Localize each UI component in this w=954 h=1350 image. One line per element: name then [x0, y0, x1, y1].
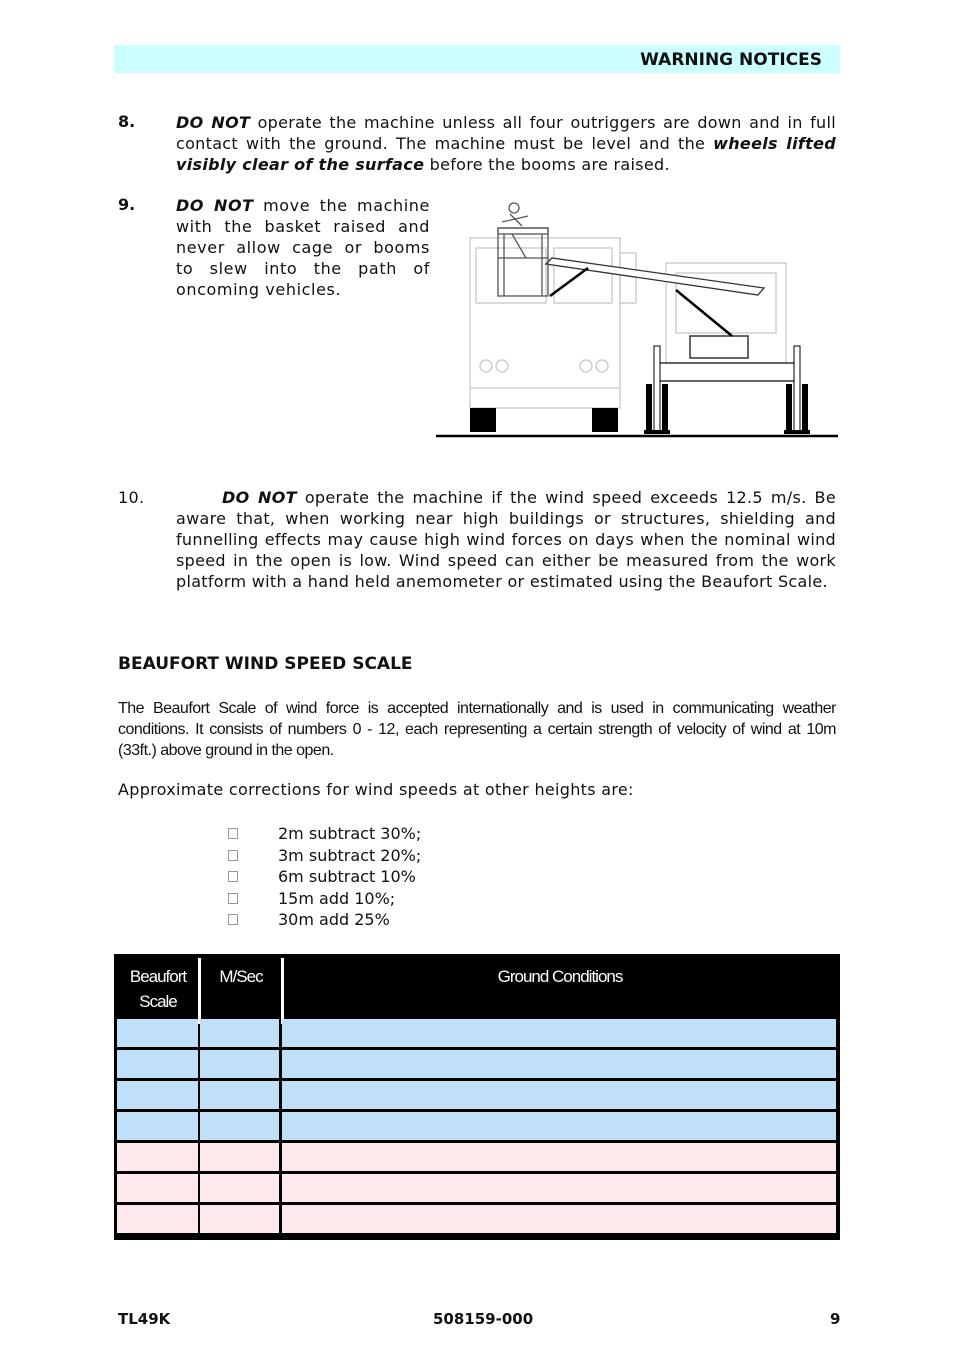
header-bar [114, 45, 840, 73]
table-cell [200, 1019, 279, 1047]
list-item [226, 823, 421, 845]
table-cell [200, 1143, 279, 1171]
notice-8-text [176, 112, 836, 175]
table-cell [282, 1205, 836, 1233]
notice-9-body: move the machine with the basket raised and never allow cage or booms to slew into the path of oncoming vehicles. [176, 196, 430, 299]
boom [546, 258, 764, 336]
header-ground-conditions-label: Ground Conditions [497, 967, 623, 986]
table-cell [282, 1112, 836, 1140]
table-cell [282, 1174, 836, 1202]
header-beaufort-scale-label: Beaufort Scale [129, 967, 187, 1011]
outrigger-frame [656, 336, 796, 381]
table-cell [282, 1019, 836, 1047]
header-msec-label: M/Sec [219, 967, 263, 986]
correction-text: 30m add 25% [278, 910, 390, 930]
truck-wheel-left [470, 408, 496, 432]
truck-outline [470, 238, 786, 408]
header-beaufort-scale [118, 958, 201, 1024]
machine-illustration [436, 198, 840, 440]
table-cell [200, 1174, 279, 1202]
table-cell [200, 1050, 279, 1078]
outriggers [644, 346, 810, 434]
basket [498, 203, 548, 296]
correction-text: 15m add 10%; [278, 888, 396, 908]
correction-text: 3m subtract 20%; [278, 845, 422, 865]
table-cell [117, 1050, 198, 1078]
footer-page-number: 9 [830, 1310, 841, 1328]
notice-10-number: 10. [118, 488, 145, 507]
table-cell [117, 1174, 198, 1202]
table-cell [282, 1143, 836, 1171]
correction-text: 2m subtract 30%; [278, 824, 422, 844]
table-cell [117, 1081, 198, 1109]
notice-10-text [118, 487, 836, 592]
corrections-list [226, 823, 421, 931]
table-cell [117, 1205, 198, 1233]
notice-8-body-2: before the booms are raised. [424, 155, 670, 174]
notice-10-emphasis: DO NOT [222, 488, 297, 507]
footer-model: TL49K [118, 1310, 171, 1328]
corrections-intro: Approximate corrections for wind speeds at other heights are: [118, 780, 634, 799]
table-cell [117, 1019, 198, 1047]
list-item [226, 845, 421, 867]
table-cell [117, 1112, 198, 1140]
notice-9-emphasis: DO NOT [176, 196, 254, 215]
footer-part-number: 508159-000 [433, 1310, 534, 1328]
notice-8-emphasis: DO NOT [176, 113, 251, 132]
correction-text: 6m subtract 10% [278, 867, 416, 887]
list-item [226, 866, 421, 888]
table-cell [117, 1143, 198, 1171]
notice-8-number: 8. [118, 112, 136, 131]
table-cell [200, 1112, 279, 1140]
bullet-box-icon [228, 828, 238, 839]
notice-8-body: operate the machine unless all four outriggers are down and in full contact with the ground. The machine must be level and the [176, 113, 836, 153]
notice-8-emphasis-2: wheels lifted visibly clear of the surface [176, 134, 836, 174]
notice-10-body: operate the machine if the wind speed exceeds 12.5 m/s. Be aware that, when working near high buildings or structures, shielding and funnelling effects may cause high wind forces on days when the nominal wind speed in the open is low. Wind speed can either be measured from the work platform with a hand held anemometer or estimated using the Beaufort Scale. [176, 488, 836, 591]
notice-9-text [176, 195, 430, 300]
table-cell [200, 1205, 279, 1233]
bullet-box-icon [228, 893, 238, 904]
truck-wheel-right [592, 408, 618, 432]
list-item [226, 909, 421, 931]
bullet-box-icon [228, 871, 238, 882]
beaufort-heading: BEAUFORT WIND SPEED SCALE [118, 654, 413, 674]
bullet-box-icon [228, 850, 238, 861]
header-msec [201, 958, 284, 1024]
header-ground-conditions [284, 958, 836, 1024]
table-cell [282, 1050, 836, 1078]
table-cell [282, 1081, 836, 1109]
table-cell [200, 1081, 279, 1109]
notice-9-number: 9. [118, 195, 136, 214]
page-section-title: WARNING NOTICES [640, 50, 822, 70]
list-item [226, 888, 421, 910]
beaufort-intro: The Beaufort Scale of wind force is accepted internationally and is used in communicating weather conditions. It consists of numbers 0 - 12, each representing a certain strength of velocity of wind at 10m (33ft.) above ground in the open. [118, 700, 836, 759]
beaufort-table [114, 954, 840, 1240]
bullet-box-icon [228, 914, 238, 925]
